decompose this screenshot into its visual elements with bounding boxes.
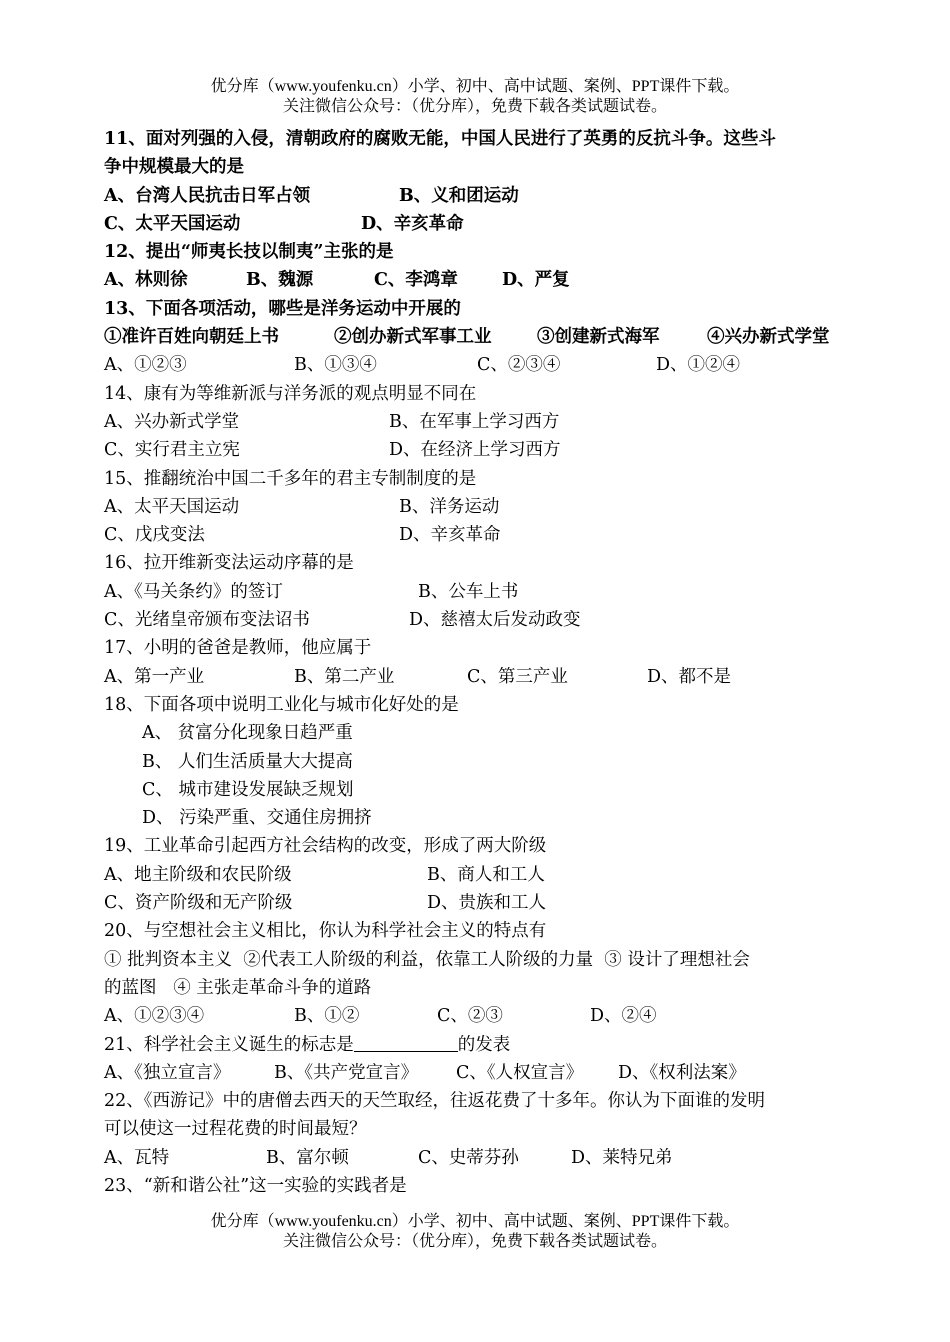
option-a: A、台湾人民抗击日军占领 [104,185,311,206]
question-23-stem: 23、“新和谐公社”这一实验的实践者是 [104,1175,407,1196]
option-a: A、《独立宣言》 [104,1062,231,1083]
header-line-2: 关注微信公众号：（优分库），免费下载各类试题试卷。 [282,98,667,115]
question-21-stem-after: 的发表 [457,1034,511,1055]
question-14-stem: 14、康有为等维新派与洋务派的观点明显不同在 [104,383,477,404]
question-19-stem: 19、工业革命引起西方社会结构的改变，形成了两大阶级 [104,836,547,857]
question-16-options-row-1 [104,578,854,606]
answer-blank [354,1033,458,1052]
option-a: A、地主阶级和农民阶级 [104,864,292,885]
option-c: C、太平天国运动 [104,213,241,234]
question-21-stem [104,1031,854,1059]
option-b: B、魏源 [246,270,314,291]
option-b: B、富尔顿 [266,1147,349,1168]
question-20-items-2: 的蓝图 ④ 主张走革命斗争的道路 [104,977,372,998]
question-15-options-row-2 [104,521,854,549]
option-a: A、 贫富分化现象日趋严重 [142,723,353,744]
option-a: A、瓦特 [104,1147,170,1168]
option-d: D、 污染严重、交通住房拥挤 [142,808,372,829]
question-12-options [104,266,854,294]
option-a: A、①②③④ [104,1006,205,1027]
option-b: B、《共产党宣言》 [274,1062,419,1083]
option-c: C、资产阶级和无产阶级 [104,893,293,914]
question-13-items [104,323,854,351]
option-a: A、第一产业 [104,666,205,687]
question-22-stem-1: 22、《西游记》中的唐僧去西天的天竺取经，往返花费了十多年。你认为下面谁的发明 [104,1091,766,1112]
option-b: B、公车上书 [418,581,519,602]
option-b: B、 人们生活质量大大提高 [142,751,353,772]
option-a: A、太平天国运动 [104,496,240,517]
question-21-stem-before: 21、科学社会主义诞生的标志是 [104,1034,354,1055]
question-19-options-row-2 [104,889,854,917]
question-19-options-row-1 [104,861,854,889]
question-11-stem-2: 争中规模最大的是 [104,157,244,178]
question-20-stem: 20、与空想社会主义相比，你认为科学社会主义的特点有 [104,921,547,942]
question-17-stem: 17、小明的爸爸是教师，他应属于 [104,638,372,659]
question-20-items-1: ① 批判资本主义 ②代表工人阶级的利益，依靠工人阶级的力量 ③ 设计了理想社会 [104,949,750,970]
option-d: D、②④ [590,1006,657,1027]
question-11-options-row-2 [104,210,854,238]
question-11-stem-1: 11、面对列强的入侵，清朝政府的腐败无能，中国人民进行了英勇的反抗斗争。这些斗 [104,129,776,149]
footer-line-2: 关注微信公众号：（优分库），免费下载各类试题试卷。 [282,1233,667,1250]
question-13-options [104,351,854,379]
option-b: B、在军事上学习西方 [389,411,560,432]
option-c: C、李鸿章 [374,270,458,291]
option-b: B、义和团运动 [399,185,519,206]
option-a: A、①②③ [104,355,187,376]
option-c: C、光绪皇帝颁布变法诏书 [104,610,310,631]
option-d: D、《权利法案》 [618,1062,746,1083]
option-d: D、在经济上学习西方 [389,440,561,461]
question-16-options-row-2 [104,606,854,634]
question-16-stem: 16、拉开维新变法运动序幕的是 [104,553,354,574]
question-15-options-row-1 [104,493,854,521]
item-1: ①准许百姓向朝廷上书 [104,327,279,348]
question-18-stem: 18、下面各项中说明工业化与城市化好处的是 [104,694,459,715]
option-d: D、都不是 [647,666,732,687]
option-d: D、贵族和工人 [427,893,547,914]
option-d: D、辛亥革命 [399,525,501,546]
option-d: D、辛亥革命 [361,213,464,234]
option-d: D、严复 [502,270,570,291]
option-a: A、《马关条约》的签订 [104,581,283,602]
item-2: ②创办新式军事工业 [334,327,492,348]
page-footer [0,1212,950,1252]
question-20-options [104,1002,854,1030]
option-b: B、①② [294,1006,360,1027]
question-21-options [104,1059,854,1087]
option-c: C、②③ [437,1006,503,1027]
option-d: D、莱特兄弟 [571,1147,673,1168]
option-c: C、第三产业 [467,666,568,687]
option-c: C、《人权宣言》 [456,1062,584,1083]
question-list [104,125,854,1200]
question-22-options [104,1144,854,1172]
header-line-1: 优分库（www.youfenku.cn）小学、初中、高中试题、案例、PPT课件下载。 [210,78,740,95]
option-c: C、戊戌变法 [104,525,205,546]
option-d: D、①②④ [656,355,741,376]
item-4: ④兴办新式学堂 [707,327,830,348]
option-b: B、商人和工人 [427,864,545,885]
option-b: B、洋务运动 [399,496,500,517]
question-11-options-row-1 [104,182,854,210]
option-d: D、慈禧太后发动政变 [409,610,581,631]
question-22-stem-2: 可以使这一过程花费的时间最短？ [104,1119,367,1140]
page-header [0,77,950,117]
option-b: B、①③④ [294,355,377,376]
question-12-stem: 12、提出“师夷长技以制夷”主张的是 [104,242,394,263]
question-17-options [104,663,854,691]
question-13-stem: 13、下面各项活动，哪些是洋务运动中开展的 [104,298,461,319]
question-14-options-row-2 [104,436,854,464]
footer-line-1: 优分库（www.youfenku.cn）小学、初中、高中试题、案例、PPT课件下载。 [210,1213,740,1230]
item-3: ③创建新式海军 [537,327,660,348]
option-c: C、②③④ [477,355,561,376]
option-b: B、第二产业 [294,666,395,687]
option-c: C、史蒂芬孙 [418,1147,519,1168]
option-c: C、实行君主立宪 [104,440,240,461]
option-a: A、林则徐 [104,270,188,291]
option-c: C、 城市建设发展缺乏规划 [142,779,354,800]
option-a: A、兴办新式学堂 [104,411,240,432]
question-15-stem: 15、推翻统治中国二千多年的君主专制制度的是 [104,468,477,489]
question-14-options-row-1 [104,408,854,436]
